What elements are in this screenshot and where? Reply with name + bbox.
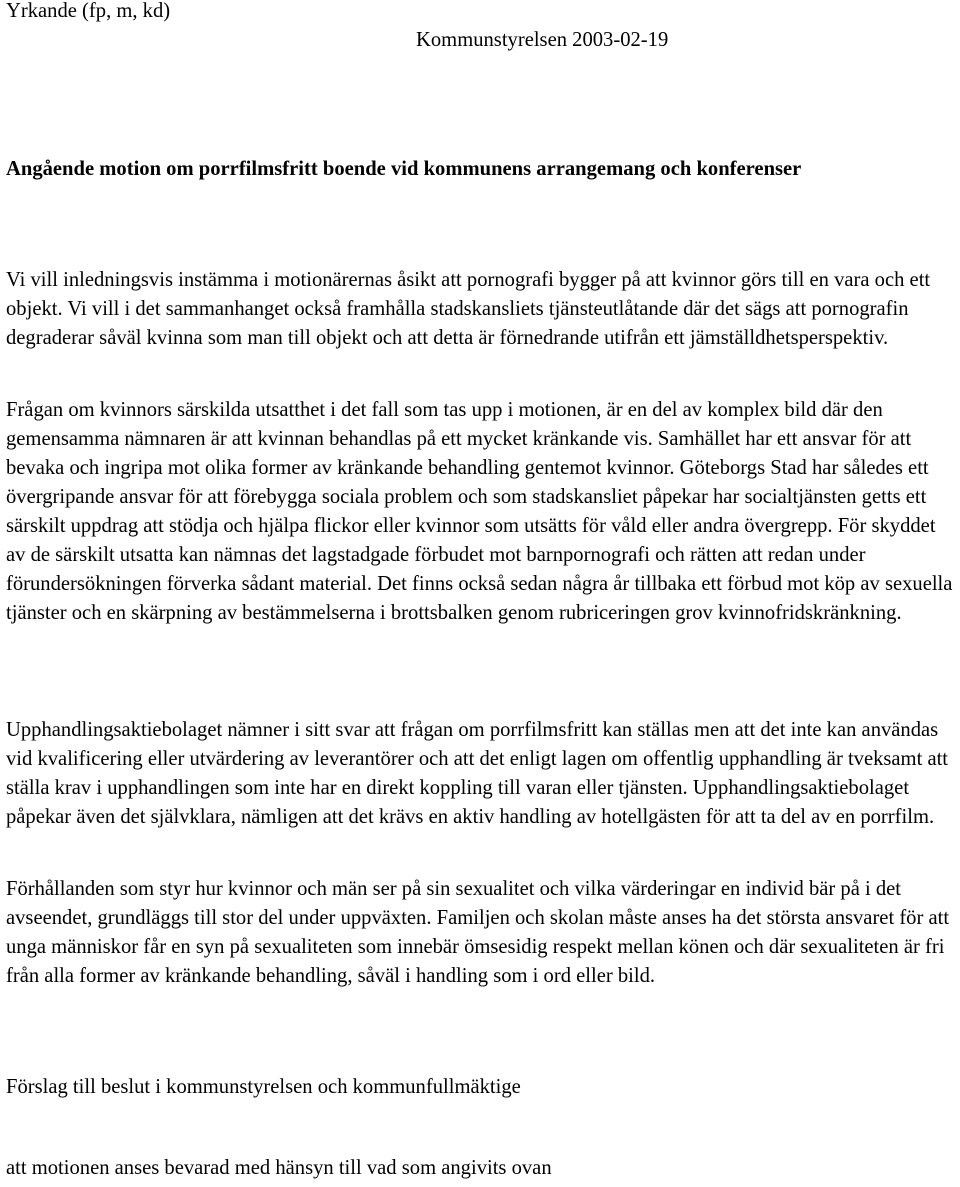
author-parties: Yrkande (fp, m, kd) [6, 0, 171, 22]
meeting-date: Kommunstyrelsen 2003-02-19 [416, 29, 669, 51]
paragraph-3: Upphandlingsaktiebolaget nämner i sitt svar att frågan om porrfilmsfritt kan ställas men att det inte kan användas vid kvalificering eller utvärdering av leverantörer och att det enligt lagen om offentlig upphandling är tveksamt att ställa krav i upphandlingen som inte har en direkt koppling till varan eller tjänsten. Upphandlingsaktiebolaget påpekar även det självklara, nämligen att det krävs en aktiv handling av hotellgästen för att ta del av en porrfilm. [6, 719, 949, 828]
proposal-heading: Förslag till beslut i kommunstyrelsen och kommunfullmäktige [6, 1076, 521, 1098]
paragraph-4: Förhållanden som styr hur kvinnor och män ser på sin sexualitet och vilka värderingar en individ bär på i det avseendet, grundläggs till stor del under uppväxten. Familjen och skolan måste anses ha det största ansvaret för att unga människor får en syn på sexualiteten som innebär ömsesidig respekt mellan könen och där sexualiteten är fri från alla former av kränkande behandling, såväl i handling som i ord eller bild. [6, 878, 950, 987]
paragraph-1: Vi vill inledningsvis instämma i motionärernas åsikt att pornografi bygger på att kvinnor görs till en vara och ett objekt. Vi vill i det sammanhanget också framhålla stadskansliets tjänsteutlåtande där det sägs att pornografin degraderar såväl kvinna som man till objekt och att detta är förnedrande utifrån ett jämställdhetsperspektiv. [6, 269, 931, 349]
document-title: Angående motion om porrfilmsfritt boende vid kommunens arrangemang och konferenser [6, 158, 802, 180]
decision-text: att motionen anses bevarad med hänsyn till vad som angivits ovan [6, 1157, 552, 1179]
paragraph-2: Frågan om kvinnors särskilda utsatthet i det fall som tas upp i motionen, är en del av komplex bild där den gemensamma nämnaren är att kvinnan behandlas på ett mycket kränkande vis. Samhället har ett ansvar för att bevaka och ingripa mot olika former av kränkande behandling gentemot kvinnor. Göteborgs Stad har således ett övergripande ansvar för att förebygga sociala problem och som stadskansliet påpekar har socialtjänsten getts ett särskilt uppdrag att stödja och hjälpa flickor eller kvinnor som utsätts för våld eller andra övergrepp. För skyddet av de särskilt utsatta kan nämnas det lagstadgade förbudet mot barnpornografi och rätten att redan under förundersökningen förverka sådant material. Det finns också sedan några år tillbaka ett förbud mot köp av sexuella tjänster och en skärpning av bestämmelserna i brottsbalken genom rubriceringen grov kvinnofridskränkning. [6, 399, 953, 624]
